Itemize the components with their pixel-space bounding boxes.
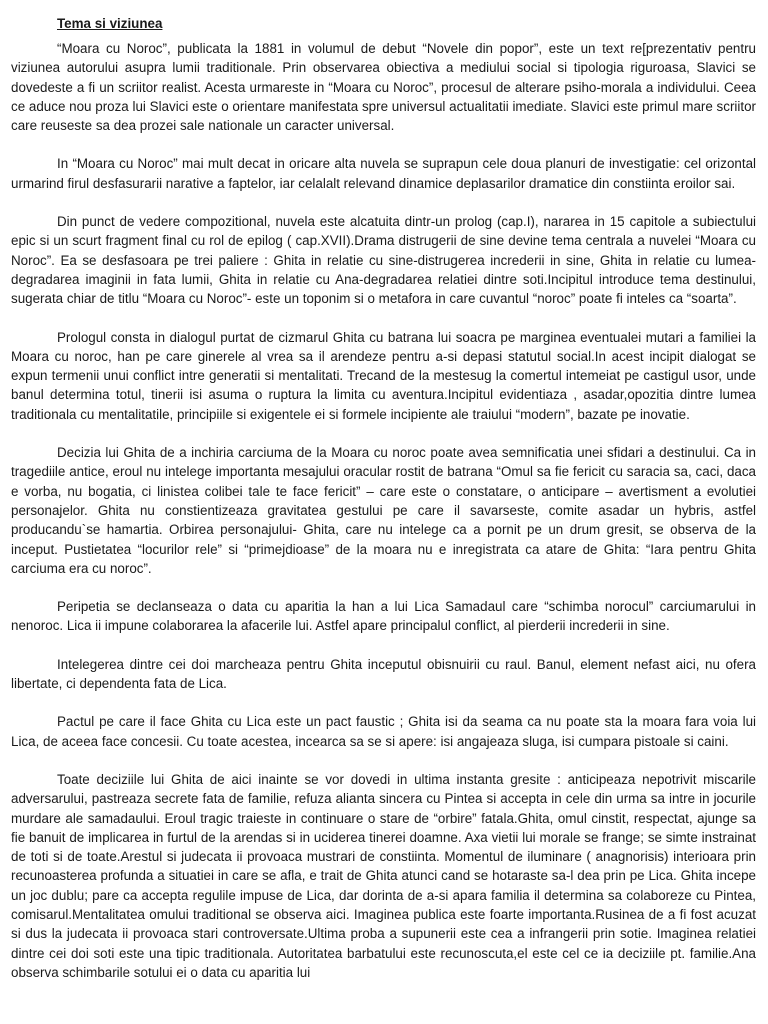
- paragraph-understanding: Intelegerea dintre cei doi marcheaza pentru Ghita inceputul obisnuirii cu raul. Banul, element nefast aici, nu ofera libertate, ci dependenta fata de Lica.: [11, 656, 756, 692]
- paragraph-peripetia: Peripetia se declanseaza o data cu aparitia la han a lui Lica Samadaul care “schimba norocul” carciumarului in nenoroc. Lica ii impune colaborarea la afacerile lui. Astfel apare principalul conflict, al pierderii increderii in sine.: [11, 599, 756, 634]
- paragraph-decisions: Toate deciziile lui Ghita de aici inainte se vor dovedi in ultima instanta gresite : anticipeaza nepotrivit miscarile adversarului, pastreaza secrete fata de familie, refuza alianta sincera cu Pintea si accepta in cele din urma sa intre in jocurile murdare ale samadaului. Eroul tragic traieste in continuare o stare de “orbire” fatala.Ghita, omul cinstit, respectat, ajunge sa fie banuit de implicarea in furtul de la arendas si in uciderea tinerei doamne. Axa vietii lui morale se frange; se simte instrainat de toti si de toate.Arestul si judecata ii provoaca mustrari de constiinta. Momentul de iluminare ( anagnorisis) interioara prin recunoasterea profunda a situatiei in care se afla, e trait de Ghita atunci cand se hotaraste sa-l dea prin pe Lica. Ghita incepe un joc dublu; pare ca accepta regulile impuse de Lica, dar dorinta de a-si apara familia il determina sa colaboreze cu Pintea, comisarul.Mentalitatea omului traditional se observa aici. Imaginea publica este foarte importanta.Rusinea de a fi fost acuzat si dus la judecata ii provoaca stari controversate.Ultima proba a supunerii este cea a infrangerii prin sotie. Imaginea relatiei dintre cei doi soti este una tipic traditionala. Autoritatea barbatului este recunoscuta,el este cel ce ia deciziile pt. familie.Ana observa schimbarile sotului ei o data cu aparitia lui: [11, 771, 756, 980]
- paragraph-intro: “Moara cu Noroc”, publicata la 1881 in volumul de debut “Novele din popor”, este un text re[prezentativ pentru viziunea autorului asupra lumii traditionale. Prin observarea obiectiva a mediului social si tipologia riguroasa, Slavici se dovedeste a fi un scriitor realist. Acesta urmareste in “Moara cu Noroc”, procesul de alterare psiho-morala a individului. Ceea ce aduce nou proza lui Slavici este o orientare manifestata spre universul actualitatii imediate. Slavici este primul mare scriitor care reuseste sa dea prozei sale nationale un caracter universal.: [11, 41, 756, 134]
- paragraph-prologue: Prologul consta in dialogul purtat de cizmarul Ghita cu batrana lui soacra pe marginea eventualei mutari a familiei la Moara cu noroc, han pe care ginerele al vrea sa il arendeze pentru a-si depasi statutul social.In acest incipit dialogat se expun termenii unui conflict intre generatii si mentalitati. Trecand de la mestesug la comertul intemeiat pe castigul usor, unde banul determina totul, tinerii isi asuma o ruptura la limita cu aventura.Incipitul evidentiaza , asadar,opozitia dintre lumea traditionala cu mentalitatile, principiile si exigentele ei si formele incipiente ale traiului “modern”, bazate pe inovatie.: [11, 329, 756, 422]
- paragraph-planes: In “Moara cu Noroc” mai mult decat in oricare alta nuvela se suprapun cele doua planuri de investigatie: cel orizontal urmarind firul desfasurarii narative a faptelor, iar celalalt relevand dinamice deplasarilor dramatice din constiinta eroilor sai.: [11, 156, 756, 191]
- paragraph-pact: Pactul pe care il face Ghita cu Lica este un pact faustic ; Ghita isi da seama ca nu poate sta la moara fara voia lui Lica, de aceea face concesii. Cu toate acestea, incearca sa se si apere: isi angajeaza sluga, isi cumpara pistoale si caini.: [11, 714, 756, 749]
- paragraph-decision: Decizia lui Ghita de a inchiria carciuma de la Moara cu noroc poate avea semnificatia unei sfidari a destinului. Ca in tragediile antice, eroul nu intelege importanta mesajului oracular rostit de batrana “Omul sa fie fericit cu saracia sa, caci, daca e vorba, nu bogatia, ci linistea colibei tale te face fericit” – care este o constatare, o anticipare – avertisment a evolutiei personajelor. Ghita nu constientizeaza gravitatea gestului pe care il savarseste, comite asadar un hybris, astfel producandu`se hamartia. Orbirea personajului- Ghita, care nu intelege ca a pornit pe un drum gresit, se observa de la inceput. Pustietatea “locurilor rele” si “primejdioase” de la moara nu e inregistrata ca atare de Ghita: “Iara pentru Ghita carciuma era cu noroc”.: [11, 445, 756, 576]
- paragraph-composition: Din punct de vedere compozitional, nuvela este alcatuita dintr-un prolog (cap.I), nararea in 15 capitole a subiectului epic si un scurt fragment final cu rol de epilog ( cap.XVII).Drama distrugerii de sine devine tema centrala a nuvelei “Moara cu Noroc”. Ea se desfasoara pe trei paliere : Ghita in relatie cu sine-distrugerea increderii in sine, Ghita in relatie cu lumea-degradarea imaginii in fata lumii, Ghita in relatie cu Ana-degradarea relatiei dintre soti.Incipitul introduce tema destinului, sugerata chiar de titlu “Moara cu Noroc”- este un toponim si o metafora in care cuvantul “noroc” poate fi inteles ca “soarta”.: [11, 214, 756, 307]
- document-page: [11, 14, 756, 982]
- document-title: Tema si viziunea: [57, 16, 163, 31]
